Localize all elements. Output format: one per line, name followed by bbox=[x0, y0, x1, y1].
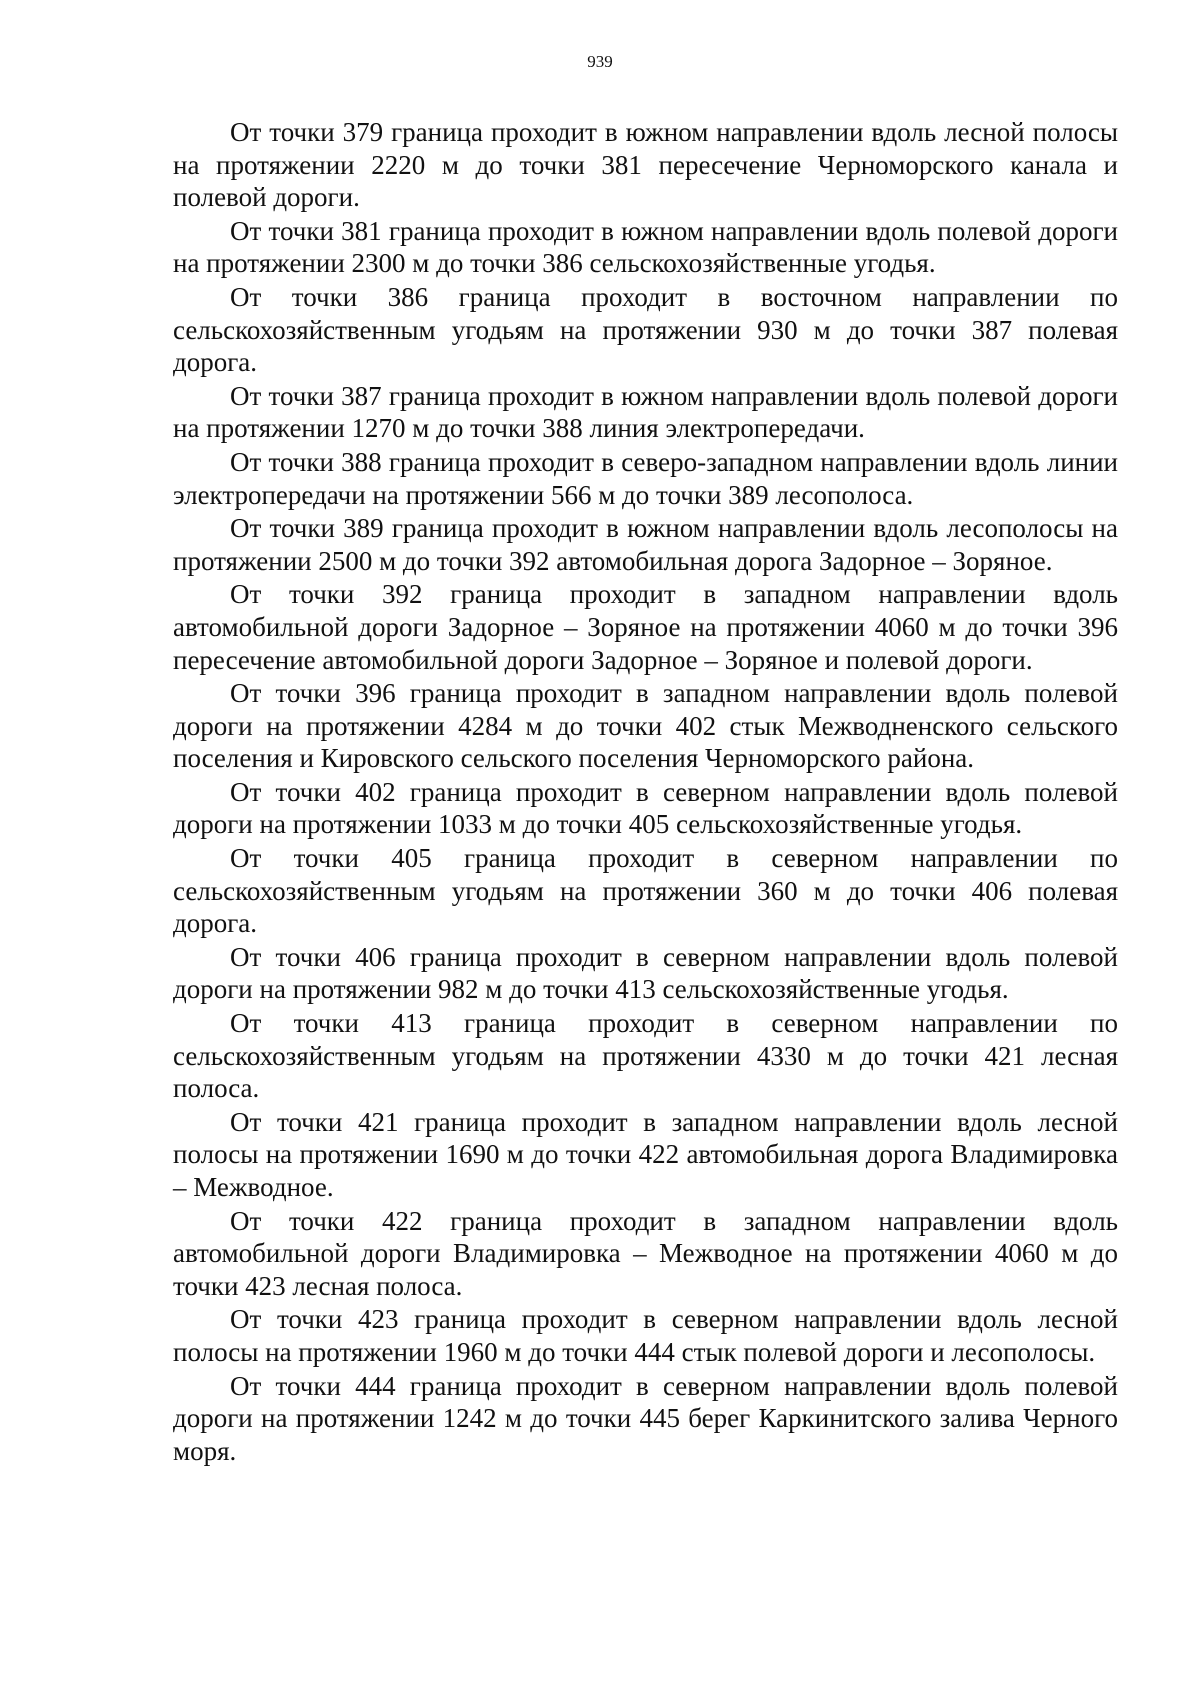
paragraph-10: От точки 405 граница проходит в северном направлении по сельскохозяйственным угодьям на протяжении 360 м до точки 406 полевая дорога. bbox=[173, 843, 1118, 939]
paragraph-7: От точки 392 граница проходит в западном направлении вдоль автомобильной дороги Задорное – Зоряное на протяжении 4060 м до точки 396 пересечение автомобильной дороги Задорное – Зоряное и полевой дороги. bbox=[173, 579, 1118, 675]
paragraph-4: От точки 387 граница проходит в южном направлении вдоль полевой дороги на протяжении 1270 м до точки 388 линия электропередачи. bbox=[173, 380, 1118, 444]
paragraph-5: От точки 388 граница проходит в северо-западном направлении вдоль линии электропередачи на протяжении 566 м до точки 389 лесополоса. bbox=[173, 446, 1118, 510]
paragraph-15: От точки 423 граница проходит в северном направлении вдоль лесной полосы на протяжении 1960 м до точки 444 стык полевой дороги и лесополосы. bbox=[173, 1304, 1118, 1367]
paragraph-2: От точки 381 граница проходит в южном направлении вдоль полевой дороги на протяжении 2300 м до точки 386 сельскохозяйственные угодья. bbox=[173, 215, 1118, 279]
paragraph-1: От точки 379 граница проходит в южном направлении вдоль лесной полосы на протяжении 2220 м до точки 381 пересечение Черноморского канала и полевой дороги. bbox=[173, 117, 1118, 213]
paragraph-11: От точки 406 граница проходит в северном направлении вдоль полевой дороги на протяжении 982 м до точки 413 сельскохозяйственные угодья. bbox=[173, 941, 1118, 1005]
paragraph-14: От точки 422 граница проходит в западном направлении вдоль автомобильной дороги Владимировка – Межводное на протяжении 4060 м до точки 423 лесная полоса. bbox=[173, 1205, 1118, 1301]
paragraph-16: От точки 444 граница проходит в северном направлении вдоль полевой дороги на протяжении 1242 м до точки 445 берег Каркинитского залива Черного моря. bbox=[173, 1370, 1118, 1466]
paragraph-6: От точки 389 граница проходит в южном направлении вдоль лесополосы на протяжении 2500 м до точки 392 автомобильная дорога Задорное – Зоряное. bbox=[173, 513, 1118, 576]
document-body bbox=[173, 116, 1118, 1468]
paragraph-12: От точки 413 граница проходит в северном направлении по сельскохозяйственным угодьям на протяжении 4330 м до точки 421 лесная полоса. bbox=[173, 1008, 1118, 1104]
paragraph-8: От точки 396 граница проходит в западном направлении вдоль полевой дороги на протяжении 4284 м до точки 402 стык Межводненского сельского поселения и Кировского сельского поселения Черноморского района. bbox=[173, 678, 1118, 774]
page-number: 939 bbox=[587, 52, 613, 71]
paragraph-3: От точки 386 граница проходит в восточном направлении по сельскохозяйственным угодьям на протяжении 930 м до точки 387 полевая дорога. bbox=[173, 281, 1118, 378]
paragraph-13: От точки 421 граница проходит в западном направлении вдоль лесной полосы на протяжении 1690 м до точки 422 автомобильная дорога Владимировка – Межводное. bbox=[173, 1106, 1118, 1202]
paragraph-9: От точки 402 граница проходит в северном направлении вдоль полевой дороги на протяжении 1033 м до точки 405 сельскохозяйственные угодья. bbox=[173, 776, 1118, 840]
